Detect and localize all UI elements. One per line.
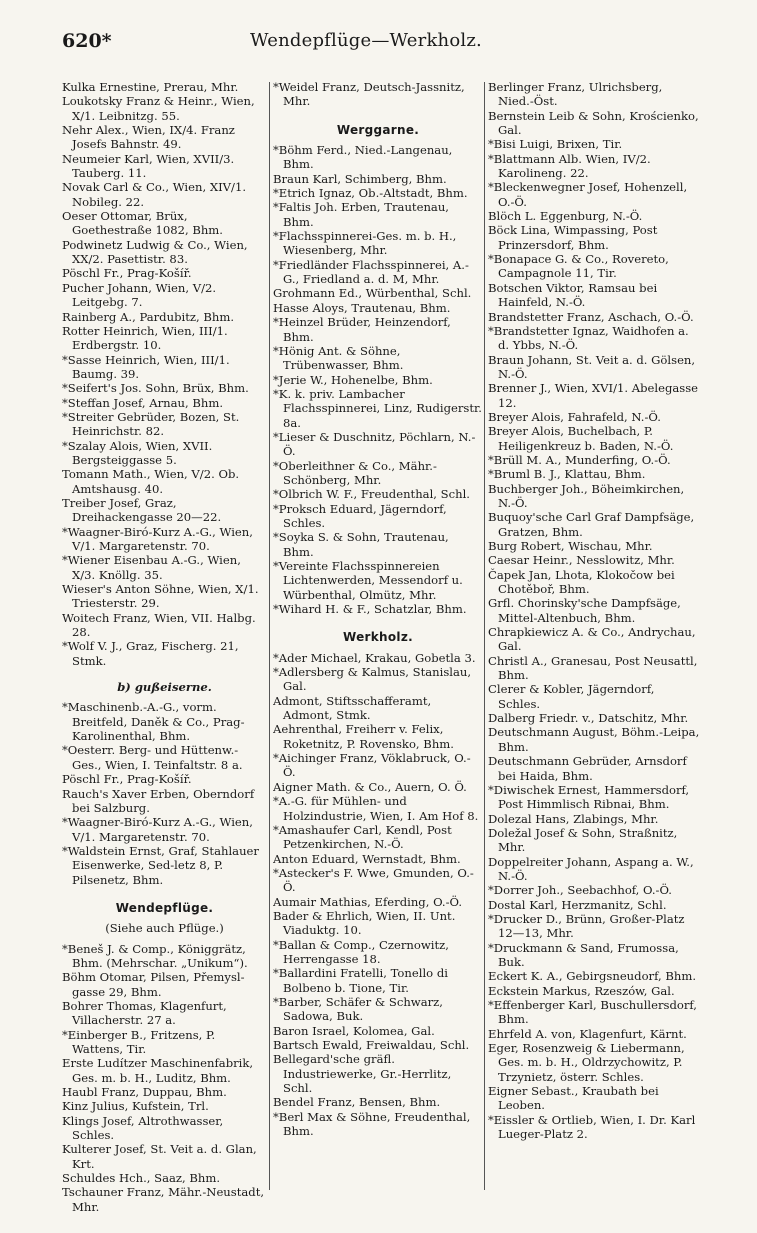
directory-entry: Kulka Ernestine, Prerau, Mhr. — [62, 80, 239, 94]
directory-entry: Schuldes Hch., Saaz, Bhm. — [62, 1171, 221, 1186]
directory-entry: *Wihard H. & F., Schatzlar, Bhm. — [273, 602, 467, 617]
entry-list-werkholz-cont — [488, 80, 700, 1141]
directory-entry: *Bleckenwegner Josef, Hohenzell, O.-Ö. — [488, 180, 688, 209]
directory-entry: Admont, Stiftsschafferamt, Admont, Stmk. — [273, 693, 432, 723]
directory-entry: Eckstein Markus, Rzeszów, Gal. — [488, 983, 675, 998]
directory-entry: Loukotsky Franz & Heinr., Wien, X/1. Leibnitzg. 55. — [62, 94, 255, 123]
directory-entry: Brenner J., Wien, XVI/1. Abelegasse 12. — [488, 381, 699, 410]
directory-entry: Doppelreiter Johann, Aspang a. W., N.-Ö. — [488, 854, 694, 883]
directory-entry: *Flachsspinnerei-Ges. m. b. H., Wiesenberg, Mhr. — [273, 229, 457, 258]
entry-list-wendepfluege-a — [62, 80, 267, 668]
directory-entry: *Proksch Eduard, Jägerndorf, Schles. — [273, 501, 447, 530]
directory-entry: *Barber, Schäfer & Schwarz, Sadowa, Buk. — [273, 994, 443, 1024]
directory-entry: Christl A., Granesau, Post Neusattl, Bhm. — [488, 653, 698, 683]
directory-entry: *Wiener Eisenbau A.-G., Wien, X/3. Knöllg. 35. — [62, 553, 241, 582]
column-right — [488, 80, 700, 1141]
directory-entry: *Eissler & Ortlieb, Wien, I. Dr. Karl Lueger-Platz 2. — [488, 1112, 696, 1142]
directory-entry: *Drucker D., Brünn, Großer-Platz 12—13, Mhr. — [488, 911, 685, 941]
directory-entry: Blöch L. Eggenburg, N.-Ö. — [488, 209, 643, 224]
directory-entry: Tschauner Franz, Mähr.-Neustadt, Mhr. — [62, 1185, 265, 1214]
directory-entry: Baron Israel, Kolomea, Gal. — [273, 1023, 435, 1038]
directory-entry: *Olbrich W. F., Freudenthal, Schl. — [273, 487, 470, 502]
directory-entry: *Szalay Alois, Wien, XVII. Bergsteiggasse 5. — [62, 438, 213, 467]
directory-entry: Botschen Viktor, Ramsau bei Hainfeld, N.-Ö. — [488, 280, 658, 310]
note-wendepfluege: (Siehe auch Pflüge.) — [105, 921, 224, 936]
directory-entry: *A.-G. für Mühlen- und Holzindustrie, Wien, I. Am Hof 8. — [273, 794, 479, 823]
directory-entry: Doležal Josef & Sohn, Straßnitz, Mhr. — [488, 825, 678, 855]
directory-entry: Chrapkiewicz A. & Co., Andrychau, Gal. — [488, 625, 696, 654]
directory-entry: Pucher Johann, Wien, V/2. Leitgebg. 7. — [62, 280, 217, 310]
directory-entry: *Ader Michael, Krakau, Gobetla 3. — [273, 650, 476, 665]
directory-entry: Bellegard'sche gräfl. Industriewerke, Gr.-Herrlitz, Schl. — [273, 1052, 452, 1096]
directory-entry: Rainberg A., Pardubitz, Bhm. — [62, 309, 234, 324]
directory-entry: Bendel Franz, Bensen, Bhm. — [273, 1095, 441, 1110]
directory-entry: Dostal Karl, Herzmanitz, Schl. — [488, 897, 667, 912]
directory-entry: Čapek Jan, Lhota, Klokočow bei Chotěboř, Bhm. — [488, 567, 675, 597]
directory-entry: *Jerie W., Hohenelbe, Bhm. — [273, 372, 433, 387]
directory-entry: Buchberger Joh., Böheimkirchen, N.-Ö. — [488, 481, 685, 510]
directory-entry: *Einberger B., Fritzens, P. Wattens, Tir. — [62, 1027, 216, 1056]
page-number: 620* — [62, 30, 112, 52]
directory-entry: *Soyka S. & Sohn, Trautenau, Bhm. — [273, 530, 449, 559]
directory-entry: Braun Karl, Schimberg, Bhm. — [273, 171, 447, 186]
directory-entry: *Beneš J. & Comp., Königgrätz, Bhm. (Mehrschar. „Unikum“). — [62, 941, 248, 970]
directory-entry: Grfl. Chorinsky'sche Dampfsäge, Mittel-Altenbuch, Bhm. — [488, 596, 681, 625]
directory-entry: *Ballan & Comp., Czernowitz, Herrengasse 18. — [273, 937, 449, 966]
directory-entry: *Vereinte Flachsspinnereien Lichtenwerden, Messendorf u. Würbenthal, Olmütz, Mhr. — [273, 559, 463, 602]
directory-entry: *Streiter Gebrüder, Bozen, St. Heinrichstr. 82. — [62, 409, 240, 439]
directory-entry: *Hönig Ant. & Söhne, Trübenwasser, Bhm. — [273, 343, 404, 373]
directory-entry: *Wolf V. J., Graz, Fischerg. 21, Stmk. — [62, 639, 239, 668]
directory-entry: *Bonapace G. & Co., Rovereto, Campagnole 11, Tir. — [488, 252, 669, 281]
directory-entry: Braun Johann, St. Veit a. d. Gölsen, N.-Ö. — [488, 352, 696, 381]
directory-entry: *Etrich Ignaz, Ob.-Altstadt, Bhm. — [273, 186, 468, 201]
directory-entry: Eigner Sebast., Kraubath bei Leoben. — [488, 1084, 659, 1113]
directory-entry: *Faltis Joh. Erben, Trautenau, Bhm. — [273, 200, 449, 229]
directory-entry: *Oberleithner & Co., Mähr.-Schönberg, Mhr. — [273, 458, 437, 487]
directory-entry: *Dorrer Joh., Seebachhof, O.-Ö. — [488, 883, 672, 898]
directory-entry: Aumair Mathias, Eferding, O.-Ö. — [273, 894, 463, 909]
directory-entry: Burg Robert, Wischau, Mhr. — [488, 539, 653, 553]
subheading-gusseiserne: b) gußeiserne. — [117, 680, 212, 695]
directory-entry: Tomann Math., Wien, V/2. Ob. Amtshausg. 40. — [62, 467, 240, 496]
directory-entry: *Blattmann Alb. Wien, IV/2. Karolineng. 22. — [488, 151, 651, 181]
directory-entry: Anton Eduard, Wernstadt, Bhm. — [273, 851, 461, 866]
directory-entry: Podwinetz Ludwig & Co., Wien, XX/2. Pasettistr. 83. — [62, 237, 248, 267]
directory-entry: Treiber Josef, Graz, Dreihackengasse 20—22. — [62, 495, 222, 525]
directory-entry: *Weidel Franz, Deutsch-Jassnitz, Mhr. — [273, 80, 465, 109]
directory-entry: Wieser's Anton Söhne, Wien, X/1. Triesterstr. 29. — [62, 582, 259, 611]
directory-entry: *Druckmann & Sand, Frumossa, Buk. — [488, 940, 679, 969]
directory-entry: *Seifert's Jos. Sohn, Brüx, Bhm. — [62, 381, 249, 396]
entry-list-wendepfluege-b — [62, 700, 267, 886]
directory-entry: *Maschinenb.-A.-G., vorm. Breitfeld, Daněk & Co., Prag-Karolinenthal, Bhm. — [62, 700, 245, 744]
entry-list-werggarne-pre — [273, 80, 483, 109]
directory-entry: Aigner Math. & Co., Auern, O. Ö. — [273, 779, 467, 794]
page-header — [0, 30, 757, 58]
directory-entry: *Steffan Josef, Arnau, Bhm. — [62, 395, 224, 410]
directory-entry: Dolezal Hans, Zlabings, Mhr. — [488, 811, 659, 826]
directory-entry: *Lieser & Duschnitz, Pöchlarn, N.-Ö. — [273, 429, 476, 459]
directory-entry: Ehrfeld A. von, Klagenfurt, Kärnt. — [488, 1026, 687, 1041]
directory-entry: *Waldstein Ernst, Graf, Stahlauer Eisenwerke, Sed-letz 8, P. Pilsenetz, Bhm. — [62, 843, 259, 887]
directory-entry: Novak Carl & Co., Wien, XIV/1. Nobileg. 22. — [62, 180, 247, 209]
directory-entry: Neumeier Karl, Wien, XVII/3. Tauberg. 11. — [62, 151, 235, 181]
directory-entry: *Amashaufer Carl, Kendl, Post Petzenkirchen, N.-Ö. — [273, 822, 452, 852]
directory-entry: Kulterer Josef, St. Veit a. d. Glan, Krt. — [62, 1142, 257, 1171]
directory-entry: *Bisi Luigi, Brixen, Tir. — [488, 137, 623, 152]
directory-entry: Brandstetter Franz, Aschach, O.-Ö. — [488, 309, 694, 324]
directory-entry: Hasse Aloys, Trautenau, Bhm. — [273, 300, 451, 315]
directory-entry: Erste Ludítzer Maschinenfabrik, Ges. m. b. H., Luditz, Bhm. — [62, 1056, 254, 1085]
directory-entry: *Brüll M. A., Munderfing, O.-Ö. — [488, 452, 671, 467]
directory-entry: Berlinger Franz, Ulrichsberg, Nied.-Öst. — [488, 80, 663, 109]
directory-entry: Clerer & Kobler, Jägerndorf, Schles. — [488, 682, 655, 711]
directory-entry: *Oesterr. Berg- und Hüttenw.-Ges., Wien, I. Teinfaltstr. 8 a. — [62, 743, 243, 772]
entry-list-werkholz — [273, 651, 483, 1139]
directory-entry: Pöschl Fr., Prag-Košíř. — [62, 772, 192, 787]
directory-entry: Bartsch Ewald, Freiwaldau, Schl. — [273, 1038, 470, 1052]
directory-entry: Breyer Alois, Fahrafeld, N.-Ö. — [488, 409, 661, 424]
heading-wendepfluege: Wendepflüge. — [115, 900, 214, 915]
directory-entry: *Bruml B. J., Klattau, Bhm. — [488, 467, 646, 482]
directory-entry: Böck Lina, Wimpassing, Post Prinzersdorf, Bhm. — [488, 223, 658, 252]
column-rule-left — [269, 82, 270, 1190]
directory-entry: Caesar Heinr., Nesslowitz, Mhr. — [488, 553, 675, 568]
directory-entry: Oeser Ottomar, Brüx, Goethestraße 1082, Bhm. — [62, 209, 223, 238]
directory-entry: *Effenberger Karl, Buschullersdorf, Bhm. — [488, 998, 697, 1027]
directory-entry: Pöschl Fr., Prag-Košíř. — [62, 266, 192, 281]
directory-entry: Dalberg Friedr. v., Datschitz, Mhr. — [488, 711, 689, 726]
directory-entry: Bader & Ehrlich, Wien, II. Unt. Viaduktg. 10. — [273, 908, 456, 938]
directory-entry: Woitech Franz, Wien, VII. Halbg. 28. — [62, 610, 256, 640]
directory-entry: Rotter Heinrich, Wien, III/1. Erdbergstr. 10. — [62, 323, 228, 353]
directory-entry: *Waagner-Biró-Kurz A.-G., Wien, V/1. Margaretenstr. 70. — [62, 524, 253, 553]
directory-entry: Eckert K. A., Gebirgsneudorf, Bhm. — [488, 969, 697, 984]
directory-entry: Klings Josef, Altrothwasser, Schles. — [62, 1113, 224, 1143]
column-rule-right — [484, 82, 485, 1190]
directory-entry: *Sasse Heinrich, Wien, III/1. Baumg. 39. — [62, 352, 230, 381]
running-title: Wendepflüge—Werkholz. — [250, 30, 482, 51]
directory-entry: *Böhm Ferd., Nied.-Langenau, Bhm. — [273, 143, 453, 172]
directory-entry: Deutschmann Gebrüder, Arnsdorf bei Haida, Bhm. — [488, 754, 687, 783]
directory-entry: Breyer Alois, Buchelbach, P. Heiligenkreuz b. Baden, N.-Ö. — [488, 424, 674, 453]
directory-entry: Buquoy'sche Carl Graf Dampfsäge, Gratzen, Bhm. — [488, 510, 695, 539]
entry-list-wendepfluege-c — [62, 942, 267, 1215]
directory-entry: Haubl Franz, Duppau, Bhm. — [62, 1085, 227, 1100]
directory-entry: *Aichinger Franz, Vöklabruck, O.-Ö. — [273, 751, 471, 780]
heading-werkholz: Werkholz. — [343, 630, 413, 645]
column-left — [62, 80, 267, 1214]
directory-entry: *Astecker's F. Wwe, Gmunden, O.-Ö. — [273, 865, 474, 895]
directory-entry: *Friedländer Flachsspinnerei, A.-G., Friedland a. d. M, Mhr. — [273, 257, 469, 287]
directory-entry: *K. k. priv. Lambacher Flachsspinnerei, Linz, Rudigerstr. 8a. — [273, 386, 482, 430]
heading-werggarne: Werggarne. — [336, 122, 420, 137]
directory-entry: *Adlersberg & Kalmus, Stanislau, Gal. — [273, 665, 472, 694]
directory-entry: Rauch's Xaver Erben, Oberndorf bei Salzburg. — [62, 786, 255, 815]
directory-entry: Bohrer Thomas, Klagenfurt, Villacherstr. 27 a. — [62, 998, 227, 1028]
directory-entry: *Ballardini Fratelli, Tonello di Bolbeno b. Tione, Tir. — [273, 966, 448, 995]
directory-entry: *Berl Max & Söhne, Freudenthal, Bhm. — [273, 1109, 471, 1139]
directory-entry: *Waagner-Biró-Kurz A.-G., Wien, V/1. Margaretenstr. 70. — [62, 815, 253, 844]
directory-entry: Böhm Otomar, Pilsen, Přemysl-gasse 29, Bhm. — [62, 970, 245, 999]
entry-list-werggarne — [273, 143, 483, 616]
directory-entry: Nehr Alex., Wien, IX/4. Franz Josefs Bahnstr. 49. — [62, 123, 235, 152]
directory-entry: Bernstein Leib & Sohn, Krościenko, Gal. — [488, 108, 699, 138]
directory-entry: Kinz Julius, Kufstein, Trl. — [62, 1099, 209, 1114]
directory-entry: Grohmann Ed., Würbenthal, Schl. — [273, 286, 472, 301]
directory-entry: Aehrenthal, Freiherr v. Felix, Roketnitz, P. Rovensko, Bhm. — [273, 722, 454, 751]
directory-entry: *Heinzel Brüder, Heinzendorf, Bhm. — [273, 315, 451, 344]
directory-entry: Eger, Rosenzweig & Liebermann, Ges. m. b. H., Oldrzychowitz, P. Trzynietz, österr. Schles. — [488, 1041, 685, 1084]
directory-entry: *Diwischek Ernest, Hammersdorf, Post Himmlisch Ribnai, Bhm. — [488, 782, 690, 812]
directory-entry: Deutschmann August, Böhm.-Leipa, Bhm. — [488, 725, 700, 754]
column-middle — [273, 80, 483, 1138]
directory-entry: *Brandstetter Ignaz, Waidhofen a. d. Ybbs, N.-Ö. — [488, 323, 689, 353]
